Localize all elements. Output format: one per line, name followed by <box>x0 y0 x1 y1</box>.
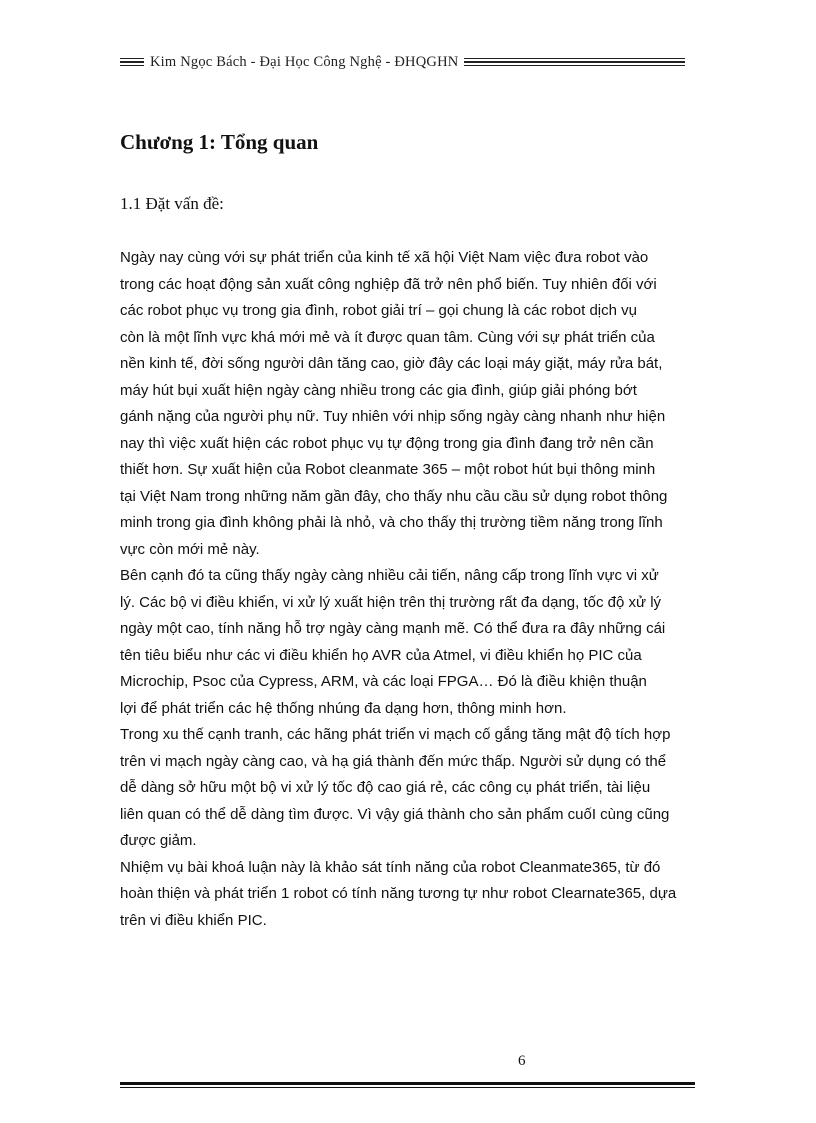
section-title: 1.1 Đặt vấn đề: <box>120 194 224 213</box>
body-line: Microchip, Psoc của Cypress, ARM, và các loại FPGA… Đó là điều khiện thuận <box>120 673 647 690</box>
body-line: nay thì việc xuất hiện các robot phục vụ tự động trong gia đình đang trở nên cần <box>120 434 654 452</box>
body-line: Nhiệm vụ bài khoá luận này là khảo sát tính năng của robot Cleanmate365, từ đó <box>120 858 661 876</box>
body-line: trên vi mạch ngày càng cao, và hạ giá thành đến mức thấp. Người sử dụng có thể <box>120 752 667 770</box>
body-line: còn là một lĩnh vực khá mới mẻ và ít được quan tâm. Cùng với sự phát triển của <box>120 328 655 346</box>
header-rule-right <box>464 58 685 67</box>
body-line: trên vi điều khiển PIC. <box>120 911 267 929</box>
body-line: lý. Các bộ vi điều khiển, vi xử lý xuất hiện trên thị trường rất đa dạng, tốc độ xử lý <box>120 593 662 611</box>
body-line: Ngày nay cùng với sự phát triển của kinh tế xã hội Việt Nam việc đưa robot vào <box>120 249 649 266</box>
body-line: nền kinh tế, đời sống người dân tăng cao, giờ đây các loại máy giặt, máy rửa bát, <box>120 355 663 372</box>
body-line: lợi để phát triển các hệ thống nhúng đa dạng hơn, thông minh hơn. <box>120 699 567 717</box>
body-line: minh trong gia đình không phải là nhỏ, và cho thấy thị trường tiềm năng trong lĩnh <box>120 514 663 531</box>
body-line: ngày một cao, tính năng hỗ trợ ngày càng mạnh mẽ. Có thể đưa ra đây những cái <box>120 620 666 637</box>
page-number: 6 <box>518 1053 526 1069</box>
body-line: hoàn thiện và phát triển 1 robot có tính năng tương tự như robot Clearnate365, dựa <box>120 885 677 902</box>
body-line: được giảm. <box>120 832 197 849</box>
body-line: các robot phục vụ trong gia đình, robot giải trí – gọi chung là các robot dịch vụ <box>120 302 637 319</box>
body-line: thiết hơn. Sự xuất hiện của Robot cleanmate 365 – một robot hút bụi thông minh <box>120 461 656 478</box>
body-line: Trong xu thế cạnh tranh, các hãng phát triển vi mạch cố gắng tăng mật độ tích hợp <box>120 726 671 743</box>
body-line: máy hút bụi xuất hiện ngày càng nhiều trong các gia đình, giúp giải phóng bớt <box>120 381 637 399</box>
body-text <box>120 245 685 934</box>
header-text: Kim Ngọc Bách - Đại Học Công Nghệ - ĐHQGHN <box>150 53 459 70</box>
body-line: tên tiêu biểu như các vi điều khiển họ AVR của Atmel, vi điều khiển họ PIC của <box>120 646 642 664</box>
page-header <box>120 52 685 72</box>
chapter-title: Chương 1: Tổng quan <box>120 130 319 154</box>
body-line: gánh nặng của người phụ nữ. Tuy nhiên với nhịp sống ngày càng nhanh như hiện <box>120 408 666 425</box>
body-line: vực còn mới mẻ này. <box>120 540 260 558</box>
body-line: liên quan có thể dễ dàng tìm được. Vì vậy giá thành cho sản phẩm cuốI cùng cũng <box>120 805 670 823</box>
body-line: dễ dàng sở hữu một bộ vi xử lý tốc độ cao giá rẻ, các công cụ phát triển, tài liệu <box>120 779 651 796</box>
body-line: trong các hoạt động sản xuất công nghiệp đã trở nên phổ biến. Tuy nhiên đối với <box>120 275 657 293</box>
body-line: tại Việt Nam trong những năm gần đây, cho thấy nhu cầu cầu sử dụng robot thông <box>120 487 668 505</box>
header-rule-left <box>120 58 144 67</box>
footer-rule <box>120 1082 695 1088</box>
body-line: Bên cạnh đó ta cũng thấy ngày càng nhiều cải tiến, nâng cấp trong lĩnh vực vi xử <box>120 567 659 584</box>
